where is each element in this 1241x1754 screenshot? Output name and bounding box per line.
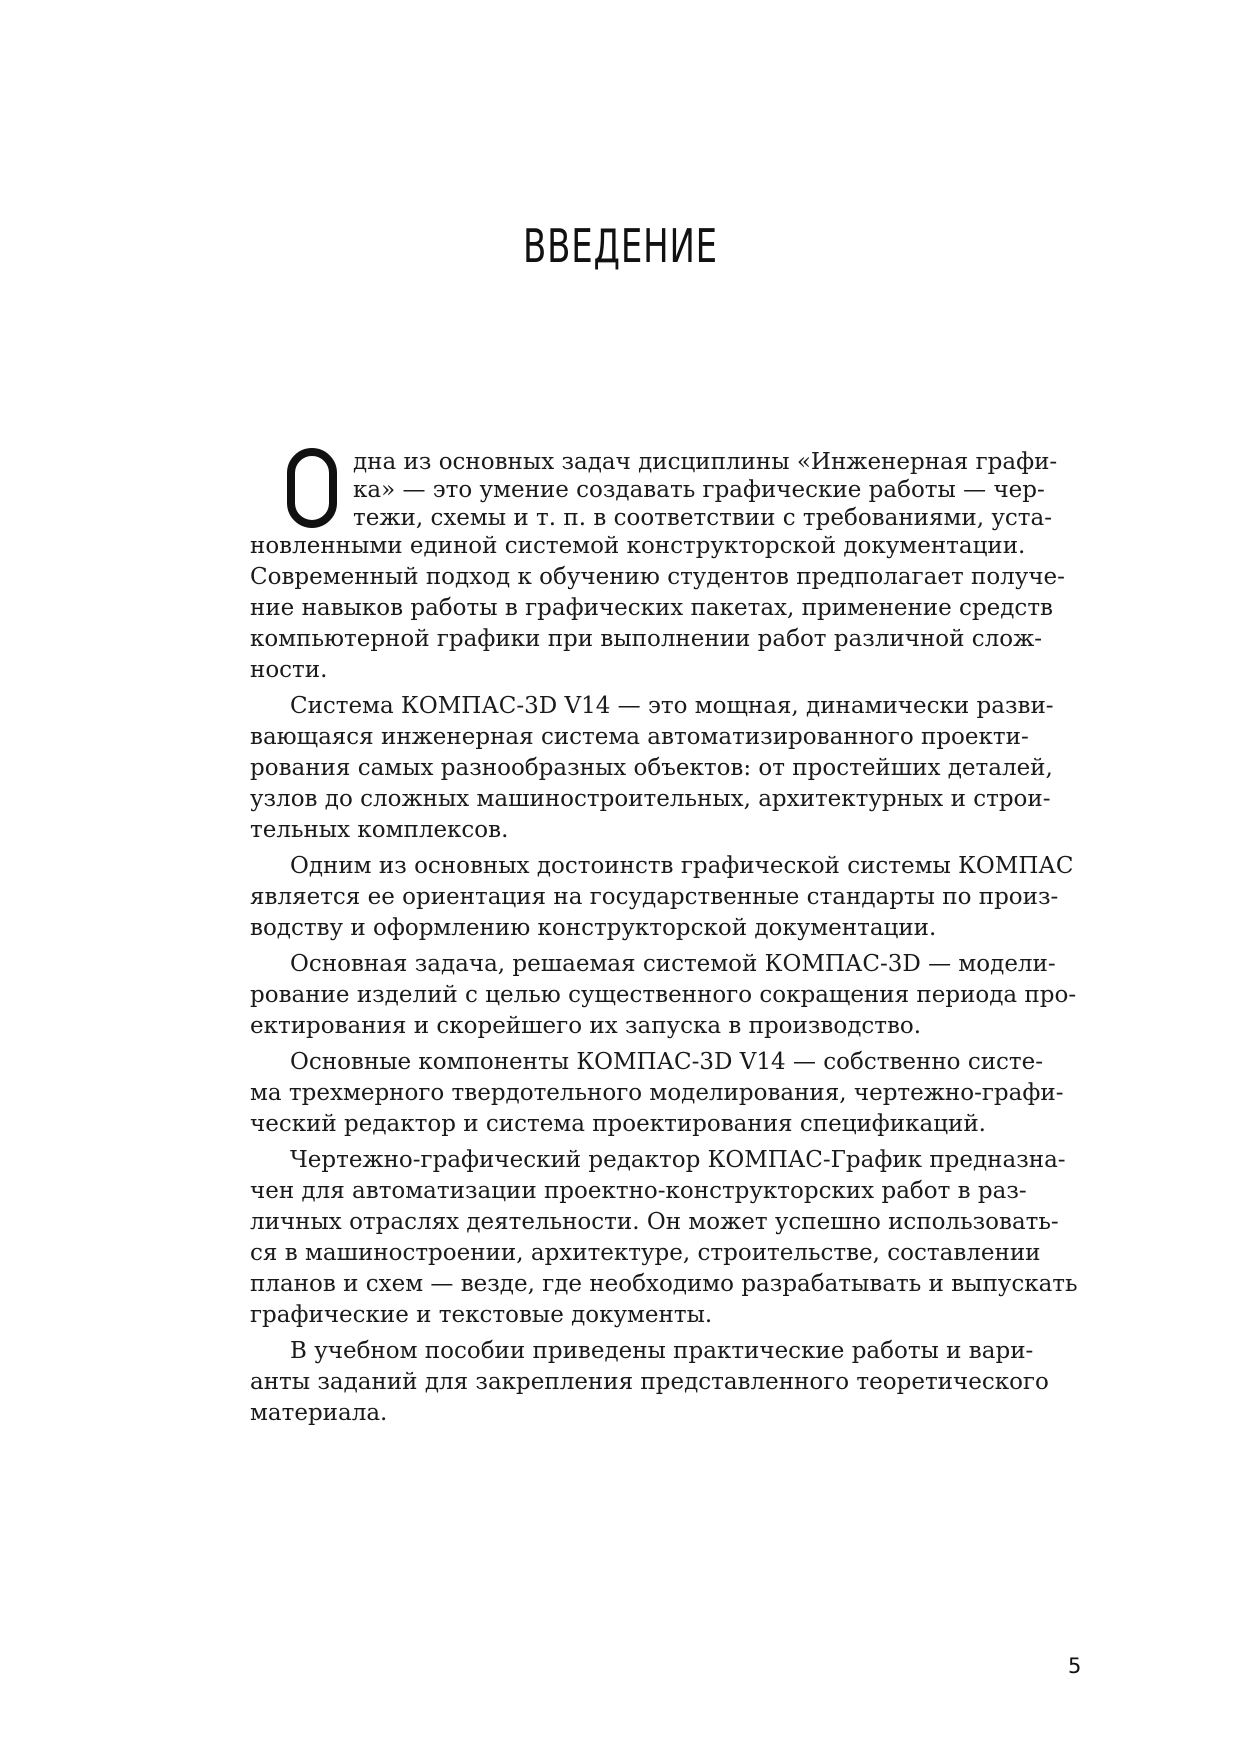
text-line: рования самых разнообразных объектов: от простейших деталей, xyxy=(250,755,1053,781)
text-line: ма трехмерного твердотельного моделирования, чертежно-графи- xyxy=(250,1080,1064,1106)
text-line: тельных комплексов. xyxy=(250,817,509,843)
page-number: 5 xyxy=(1068,1654,1082,1678)
text-line: водству и оформлению конструкторской документации. xyxy=(250,915,937,941)
text-line: дна из основных задач дисциплины «Инженерная графи- xyxy=(353,449,1058,475)
text-line: ся в машиностроении, архитектуре, строительстве, составлении xyxy=(250,1240,1041,1266)
text-line: графические и текстовые документы. xyxy=(250,1302,713,1328)
text-line: Система КОМПАС-3D V14 — это мощная, динамически разви- xyxy=(290,693,1054,719)
text-line: ектирования и скорейшего их запуска в производство. xyxy=(250,1013,922,1039)
text-line: В учебном пособии приведены практические работы и вари- xyxy=(290,1338,1034,1364)
text-line: новленными единой системой конструкторской документации. xyxy=(250,533,1026,559)
text-line: рование изделий с целью существенного сокращения периода про- xyxy=(250,982,1077,1008)
text-line: анты заданий для закрепления представленного теоретического xyxy=(250,1369,1049,1395)
text-line: чен для автоматизации проектно-конструкторских работ в раз- xyxy=(250,1178,1027,1204)
chapter-title: ВВЕДЕНИЕ xyxy=(523,218,718,273)
text-line: материала. xyxy=(250,1400,388,1426)
text-line: личных отраслях деятельности. Он может успешно использовать- xyxy=(250,1209,1059,1235)
text-line: ние навыков работы в графических пакетах, применение средств xyxy=(250,595,1053,621)
text-line: ка» — это умение создавать графические работы — чер- xyxy=(353,477,1045,503)
text-line: ности. xyxy=(250,657,328,683)
text-line: Основная задача, решаемая системой КОМПАС-3D — модели- xyxy=(290,951,1056,977)
text-line: узлов до сложных машиностроительных, архитектурных и строи- xyxy=(250,786,1051,812)
text-line: вающаяся инженерная система автоматизированного проекти- xyxy=(250,724,1029,750)
text-line: является ее ориентация на государственные стандарты по произ- xyxy=(250,884,1059,910)
text-line: ческий редактор и система проектирования спецификаций. xyxy=(250,1111,986,1137)
text-line: Современный подход к обучению студентов предполагает получе- xyxy=(250,564,1065,590)
text-line: тежи, схемы и т. п. в соответствии с требованиями, уста- xyxy=(353,505,1052,531)
text-line: Одним из основных достоинств графической системы КОМПАС xyxy=(290,853,1074,879)
text-line: планов и схем — везде, где необходимо разрабатывать и выпускать xyxy=(250,1271,1078,1297)
text-line: компьютерной графики при выполнении работ различной слож- xyxy=(250,626,1043,652)
drop-cap xyxy=(287,448,337,528)
text-line: Основные компоненты КОМПАС-3D V14 — собственно систе- xyxy=(290,1049,1044,1075)
text-line: Чертежно-графический редактор КОМПАС-График предназна- xyxy=(290,1147,1066,1173)
